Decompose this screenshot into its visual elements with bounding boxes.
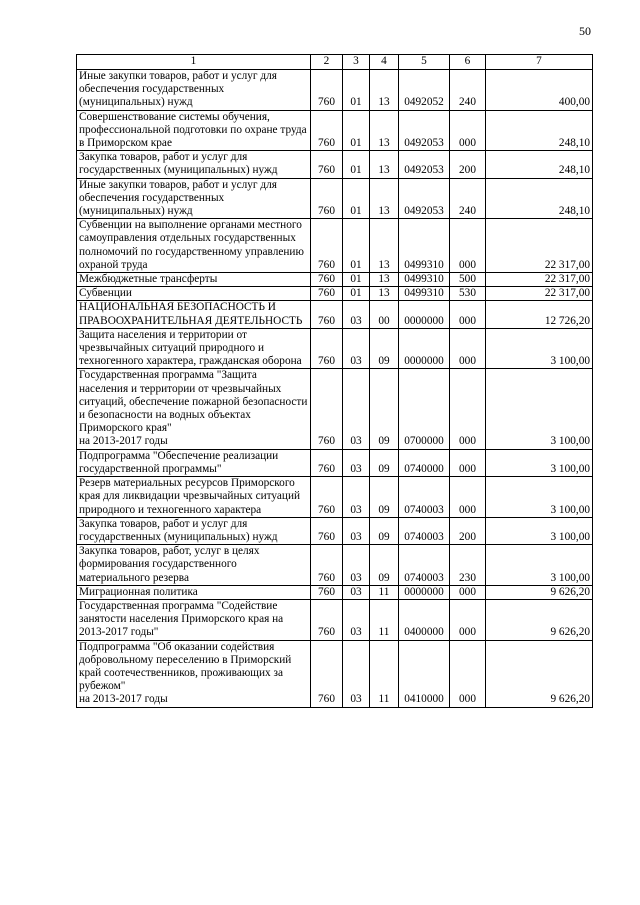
item-name-cell: Субвенции на выполнение органами местного самоуправления отдельных государственных полномочий по государственному управлению охраной труда [77,219,311,273]
target-article-cell: 0499310 [399,273,450,287]
item-name-cell: Субвенции [77,287,311,301]
section-code-cell: 01 [343,70,370,111]
table-row [77,287,593,301]
target-article-cell: 0740003 [399,517,450,544]
subsection-code-cell: 11 [370,585,399,599]
amount-cell: 22 317,00 [486,287,593,301]
amount-cell: 248,10 [486,110,593,151]
subsection-code-cell: 09 [370,449,399,476]
item-name-cell: Государственная программа "Содействие занятости населения Приморского края на 2013-2017 годы" [77,599,311,640]
subsection-code-cell: 09 [370,545,399,586]
item-name-cell: Резерв материальных ресурсов Приморского края для ликвидации чрезвычайных ситуаций природного и техногенного характера [77,477,311,518]
admin-code-cell: 760 [311,70,343,111]
item-name-cell: Миграционная политика [77,585,311,599]
section-code-cell: 03 [343,545,370,586]
table-row [77,477,593,518]
target-article-cell: 0492053 [399,110,450,151]
item-name-cell: Иные закупки товаров, работ и услуг для обеспечения государственных (муниципальных) нужд [77,70,311,111]
expense-type-cell: 000 [450,640,486,707]
amount-cell: 3 100,00 [486,328,593,369]
item-name-cell: Совершенствование системы обучения, профессиональной подготовки по охране труда в Приморском крае [77,110,311,151]
item-name-cell: Закупка товаров, работ и услуг для государственных (муниципальных) нужд [77,151,311,178]
header-cell: 5 [399,55,450,70]
subsection-code-cell: 13 [370,151,399,178]
subsection-code-cell: 13 [370,178,399,219]
amount-cell: 3 100,00 [486,517,593,544]
subsection-code-cell: 09 [370,517,399,544]
subsection-code-cell: 00 [370,301,399,328]
subsection-code-cell: 13 [370,110,399,151]
subsection-code-cell: 09 [370,328,399,369]
header-cell: 3 [343,55,370,70]
admin-code-cell: 760 [311,301,343,328]
expense-type-cell: 000 [450,110,486,151]
section-code-cell: 01 [343,178,370,219]
admin-code-cell: 760 [311,110,343,151]
table-row [77,70,593,111]
target-article-cell: 0492053 [399,178,450,219]
amount-cell: 3 100,00 [486,477,593,518]
admin-code-cell: 760 [311,517,343,544]
subsection-code-cell: 09 [370,477,399,518]
table-body [77,70,593,708]
amount-cell: 12 726,20 [486,301,593,328]
target-article-cell: 0700000 [399,369,450,449]
expense-type-cell: 530 [450,287,486,301]
admin-code-cell: 760 [311,545,343,586]
amount-cell: 3 100,00 [486,449,593,476]
section-code-cell: 01 [343,151,370,178]
expense-type-cell: 500 [450,273,486,287]
target-article-cell: 0410000 [399,640,450,707]
admin-code-cell: 760 [311,585,343,599]
table-row [77,640,593,707]
subsection-code-cell: 11 [370,599,399,640]
table-row [77,178,593,219]
target-article-cell: 0000000 [399,585,450,599]
admin-code-cell: 760 [311,273,343,287]
target-article-cell: 0499310 [399,219,450,273]
subsection-code-cell: 13 [370,287,399,301]
item-name-cell: Подпрограмма "Об оказании содействия добровольному переселению в Приморский край соотечественников, проживающих за рубежом" на 2013-2017 годы [77,640,311,707]
item-name-cell: Защита населения и территории от чрезвычайных ситуаций природного и техногенного характера, гражданская оборона [77,328,311,369]
table-row [77,328,593,369]
amount-cell: 9 626,20 [486,585,593,599]
amount-cell: 3 100,00 [486,369,593,449]
target-article-cell: 0400000 [399,599,450,640]
section-code-cell: 03 [343,369,370,449]
section-code-cell: 01 [343,110,370,151]
table-row [77,599,593,640]
table-row [77,369,593,449]
section-code-cell: 03 [343,449,370,476]
expense-type-cell: 000 [450,599,486,640]
table-row [77,219,593,273]
table-row [77,449,593,476]
section-code-cell: 03 [343,585,370,599]
amount-cell: 22 317,00 [486,273,593,287]
section-code-cell: 03 [343,517,370,544]
table-row [77,517,593,544]
amount-cell: 3 100,00 [486,545,593,586]
section-code-cell: 03 [343,640,370,707]
item-name-cell: Государственная программа "Защита населения и территории от чрезвычайных ситуаций, обеспечение пожарной безопасности и безопасности на водных объектах Приморского края" на 2013-2017 годы [77,369,311,449]
item-name-cell: Подпрограмма "Обеспечение реализации государственной программы" [77,449,311,476]
subsection-code-cell: 13 [370,273,399,287]
admin-code-cell: 760 [311,287,343,301]
table-row [77,585,593,599]
admin-code-cell: 760 [311,477,343,518]
target-article-cell: 0000000 [399,301,450,328]
target-article-cell: 0740000 [399,449,450,476]
header-cell: 2 [311,55,343,70]
item-name-cell: Межбюджетные трансферты [77,273,311,287]
subsection-code-cell: 13 [370,70,399,111]
expense-type-cell: 240 [450,70,486,111]
expense-type-cell: 200 [450,517,486,544]
section-code-cell: 03 [343,599,370,640]
expense-type-cell: 000 [450,369,486,449]
expense-type-cell: 200 [450,151,486,178]
admin-code-cell: 760 [311,151,343,178]
expense-type-cell: 230 [450,545,486,586]
target-article-cell: 0499310 [399,287,450,301]
admin-code-cell: 760 [311,640,343,707]
section-code-cell: 01 [343,287,370,301]
header-cell: 1 [77,55,311,70]
admin-code-cell: 760 [311,219,343,273]
section-code-cell: 03 [343,328,370,369]
table-row [77,301,593,328]
section-code-cell: 03 [343,301,370,328]
target-article-cell: 0492052 [399,70,450,111]
budget-table [76,54,593,708]
section-code-cell: 01 [343,219,370,273]
table-row [77,110,593,151]
subsection-code-cell: 11 [370,640,399,707]
expense-type-cell: 000 [450,449,486,476]
header-cell: 6 [450,55,486,70]
target-article-cell: 0492053 [399,151,450,178]
admin-code-cell: 760 [311,599,343,640]
expense-type-cell: 000 [450,328,486,369]
expense-type-cell: 000 [450,477,486,518]
item-name-cell: Закупка товаров, работ и услуг для государственных (муниципальных) нужд [77,517,311,544]
amount-cell: 248,10 [486,178,593,219]
target-article-cell: 0740003 [399,545,450,586]
table-row [77,273,593,287]
expense-type-cell: 000 [450,585,486,599]
table-row [77,545,593,586]
item-name-cell: Закупка товаров, работ, услуг в целях формирования государственного материального резерва [77,545,311,586]
amount-cell: 22 317,00 [486,219,593,273]
header-cell: 7 [486,55,593,70]
admin-code-cell: 760 [311,178,343,219]
target-article-cell: 0000000 [399,328,450,369]
target-article-cell: 0740003 [399,477,450,518]
admin-code-cell: 760 [311,328,343,369]
section-code-cell: 01 [343,273,370,287]
table-header-row [77,55,593,70]
subsection-code-cell: 09 [370,369,399,449]
amount-cell: 248,10 [486,151,593,178]
page-number: 50 [579,24,591,38]
table-row [77,151,593,178]
admin-code-cell: 760 [311,369,343,449]
item-name-cell: НАЦИОНАЛЬНАЯ БЕЗОПАСНОСТЬ И ПРАВООХРАНИТЕЛЬНАЯ ДЕЯТЕЛЬНОСТЬ [77,301,311,328]
amount-cell: 9 626,20 [486,640,593,707]
header-cell: 4 [370,55,399,70]
section-code-cell: 03 [343,477,370,518]
amount-cell: 400,00 [486,70,593,111]
expense-type-cell: 000 [450,301,486,328]
subsection-code-cell: 13 [370,219,399,273]
admin-code-cell: 760 [311,449,343,476]
amount-cell: 9 626,20 [486,599,593,640]
expense-type-cell: 240 [450,178,486,219]
item-name-cell: Иные закупки товаров, работ и услуг для обеспечения государственных (муниципальных) нужд [77,178,311,219]
expense-type-cell: 000 [450,219,486,273]
